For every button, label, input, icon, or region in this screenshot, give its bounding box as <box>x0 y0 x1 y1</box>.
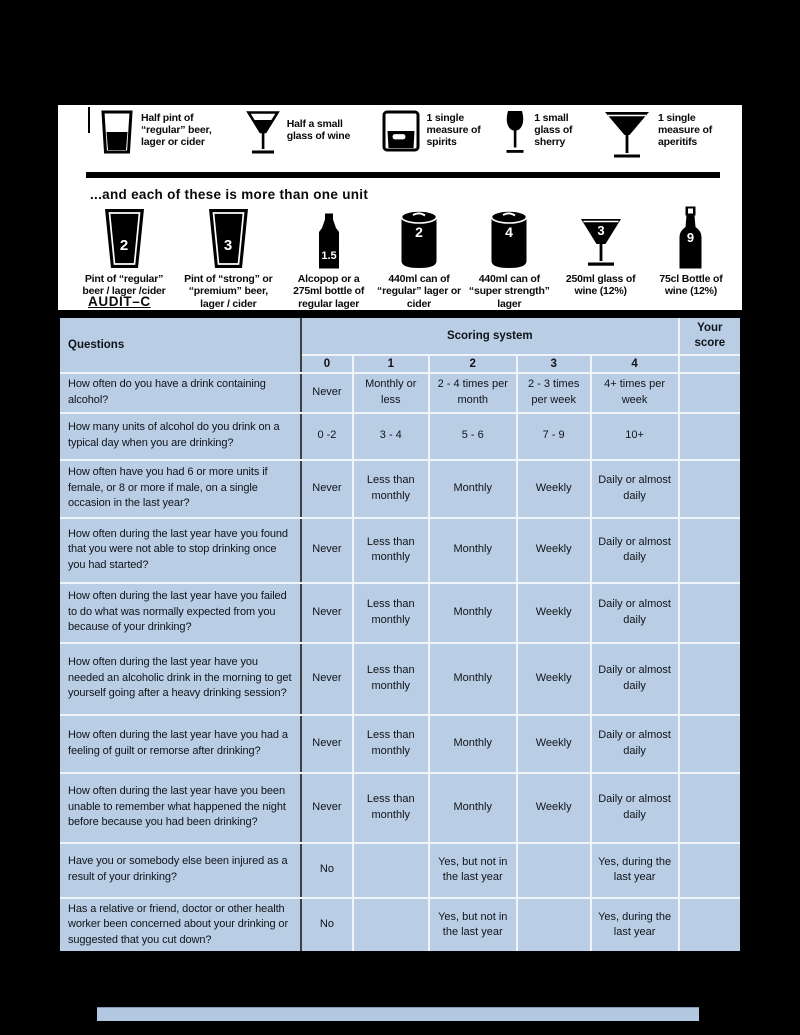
your-score-cell <box>679 715 742 773</box>
more-unit-item <box>78 205 170 298</box>
one-unit-item-label: Half pint of “regular” beer, lager or cider <box>141 112 212 149</box>
one-unit-item-label: 1 small glass of sherry <box>534 112 573 149</box>
option-cell: Never <box>301 643 353 715</box>
option-cell: Yes, during the last year <box>591 843 679 898</box>
option-cell: Monthly <box>429 518 517 583</box>
one-unit-item <box>100 110 227 159</box>
option-cell: Weekly <box>517 773 591 843</box>
question-row <box>59 643 742 715</box>
option-cell: Daily or almost daily <box>591 773 679 843</box>
option-cell: Monthly <box>429 460 517 518</box>
your-score-cell <box>679 583 742 643</box>
audit-questionnaire-table <box>57 315 743 954</box>
option-cell: Monthly <box>429 773 517 843</box>
alcopop-bottle-icon <box>315 205 343 269</box>
option-cell: Never <box>301 460 353 518</box>
wine-bottle-icon <box>676 205 705 269</box>
more-unit-item-label: 250ml glass of wine (12%) <box>565 273 636 298</box>
option-cell: Less than monthly <box>353 583 429 643</box>
half-wine-glass-icon <box>246 110 280 161</box>
option-cell: Less than monthly <box>353 460 429 518</box>
option-cell: Never <box>301 715 353 773</box>
more-unit-item-label: Pint of “regular” beer / lager /cider <box>82 273 166 298</box>
option-cell: 2 - 4 times per month <box>429 373 517 413</box>
option-cell: 0 -2 <box>301 413 353 460</box>
option-cell <box>517 898 591 953</box>
scoring-system-header: Scoring system <box>301 317 679 355</box>
lager-can-icon <box>488 205 530 269</box>
option-cell: Weekly <box>517 460 591 518</box>
audit-c-title: AUDIT–C <box>88 294 151 309</box>
your-score-cell <box>679 843 742 898</box>
question-row <box>59 715 742 773</box>
question-row <box>59 460 742 518</box>
option-cell: Weekly <box>517 715 591 773</box>
option-cell: Less than monthly <box>353 773 429 843</box>
question-text: How often during the last year have you found that you were not able to stop drinking once you had started? <box>59 518 301 583</box>
section-divider <box>86 172 720 178</box>
questions-header: Questions <box>59 317 301 373</box>
option-cell: Less than monthly <box>353 715 429 773</box>
more-than-one-unit-row <box>58 205 742 310</box>
question-row <box>59 413 742 460</box>
question-text: How often during the last year have you had a feeling of guilt or remorse after drinking? <box>59 715 301 773</box>
option-cell: 2 - 3 times per week <box>517 373 591 413</box>
more-unit-item-label: Pint of “strong” or “premium” beer, lager / cider <box>184 273 273 310</box>
your-score-cell <box>679 643 742 715</box>
option-cell: Yes, but not in the last year <box>429 843 517 898</box>
question-text: Have you or somebody else been injured as a result of your drinking? <box>59 843 301 898</box>
option-cell: Yes, but not in the last year <box>429 898 517 953</box>
your-score-cell <box>679 413 742 460</box>
option-cell: Never <box>301 518 353 583</box>
question-text: How often during the last year have you been unable to remember what happened the night before because you had been drinking? <box>59 773 301 843</box>
your-score-subheader-cell <box>679 355 742 373</box>
option-cell: Never <box>301 373 353 413</box>
one-unit-item-label: 1 single measure of aperitifs <box>658 112 713 149</box>
more-unit-item <box>287 205 371 310</box>
question-row <box>59 773 742 843</box>
option-cell <box>517 843 591 898</box>
question-text: How often have you had 6 or more units if female, or 8 or more if male, on a single occasion in the last year? <box>59 460 301 518</box>
your-score-cell <box>679 773 742 843</box>
score-column-header: 4 <box>591 355 679 373</box>
option-cell: 7 - 9 <box>517 413 591 460</box>
one-unit-item <box>603 110 726 165</box>
question-text: How often during the last year have you failed to do what was normally expected from you because of your drinking? <box>59 583 301 643</box>
more-unit-item <box>467 205 551 310</box>
option-cell: Daily or almost daily <box>591 643 679 715</box>
option-cell: No <box>301 898 353 953</box>
aperitif-glass-icon <box>603 110 651 165</box>
question-row <box>59 583 742 643</box>
option-cell <box>353 843 429 898</box>
question-text: How often do you have a drink containing alcohol? <box>59 373 301 413</box>
option-cell: Daily or almost daily <box>591 460 679 518</box>
option-cell: No <box>301 843 353 898</box>
one-unit-item <box>246 110 363 161</box>
question-text: Has a relative or friend, doctor or other health worker been concerned about your drinking or suggested that you cut down? <box>59 898 301 953</box>
sherry-glass-icon <box>503 110 527 161</box>
svg-text:3: 3 <box>223 237 232 254</box>
option-cell: 3 - 4 <box>353 413 429 460</box>
more-unit-item <box>377 205 461 310</box>
scan-artifact-line <box>88 107 90 133</box>
option-cell: Yes, during the last year <box>591 898 679 953</box>
more-unit-item-label: 440ml can of “super strength” lager <box>468 273 550 310</box>
question-row <box>59 373 742 413</box>
pint-glass-icon <box>205 205 252 269</box>
option-cell: Monthly <box>429 583 517 643</box>
question-row <box>59 898 742 953</box>
more-than-one-unit-heading: ...and each of these is more than one unit <box>90 187 369 202</box>
lager-can-icon <box>398 205 440 269</box>
next-page-table-edge <box>97 1007 699 1021</box>
units-info-panel <box>58 105 742 310</box>
svg-text:4: 4 <box>505 224 514 240</box>
pint-glass-icon <box>101 205 148 269</box>
score-column-header: 2 <box>429 355 517 373</box>
question-text: How often during the last year have you needed an alcoholic drink in the morning to get yourself going after a heavy drinking session? <box>59 643 301 715</box>
option-cell: Weekly <box>517 518 591 583</box>
option-cell: 4+ times per week <box>591 373 679 413</box>
svg-text:1.5: 1.5 <box>321 250 337 262</box>
one-unit-item <box>503 110 584 161</box>
your-score-cell <box>679 460 742 518</box>
option-cell: Weekly <box>517 583 591 643</box>
svg-text:2: 2 <box>415 224 423 240</box>
your-score-cell <box>679 373 742 413</box>
score-column-header: 0 <box>301 355 353 373</box>
option-cell: Daily or almost daily <box>591 518 679 583</box>
option-cell: Monthly <box>429 715 517 773</box>
option-cell <box>353 898 429 953</box>
one-unit-item <box>382 110 485 157</box>
option-cell: Less than monthly <box>353 643 429 715</box>
option-cell: Monthly or less <box>353 373 429 413</box>
your-score-cell <box>679 898 742 953</box>
one-unit-item-label: Half a small glass of wine <box>286 118 351 143</box>
wine-glass-icon <box>579 205 623 269</box>
svg-text:3: 3 <box>597 223 605 238</box>
question-row <box>59 518 742 583</box>
option-cell: Never <box>301 773 353 843</box>
your-score-cell <box>679 518 742 583</box>
option-cell: Never <box>301 583 353 643</box>
score-column-header: 3 <box>517 355 591 373</box>
more-unit-item <box>176 205 280 310</box>
more-unit-item <box>558 205 644 298</box>
half-pint-glass-icon <box>100 110 134 159</box>
more-unit-item-label: 75cl Bottle of wine (12%) <box>659 273 723 298</box>
one-unit-row <box>58 105 742 166</box>
svg-text:9: 9 <box>687 230 695 245</box>
option-cell: 5 - 6 <box>429 413 517 460</box>
one-unit-item-label: 1 single measure of spirits <box>426 112 481 149</box>
option-cell: 10+ <box>591 413 679 460</box>
question-row <box>59 843 742 898</box>
spirits-tumbler-icon <box>382 110 420 157</box>
svg-text:2: 2 <box>119 237 128 254</box>
option-cell: Weekly <box>517 643 591 715</box>
question-text: How many units of alcohol do you drink on a typical day when you are drinking? <box>59 413 301 460</box>
your-score-header: Your score <box>679 317 742 355</box>
more-unit-item-label: Alcopop or a 275ml bottle of regular lager <box>293 273 365 310</box>
option-cell: Less than monthly <box>353 518 429 583</box>
score-column-header: 1 <box>353 355 429 373</box>
option-cell: Daily or almost daily <box>591 715 679 773</box>
option-cell: Daily or almost daily <box>591 583 679 643</box>
more-unit-item-label: 440ml can of “regular” lager or cider <box>377 273 461 310</box>
option-cell: Monthly <box>429 643 517 715</box>
more-unit-item <box>650 205 732 298</box>
